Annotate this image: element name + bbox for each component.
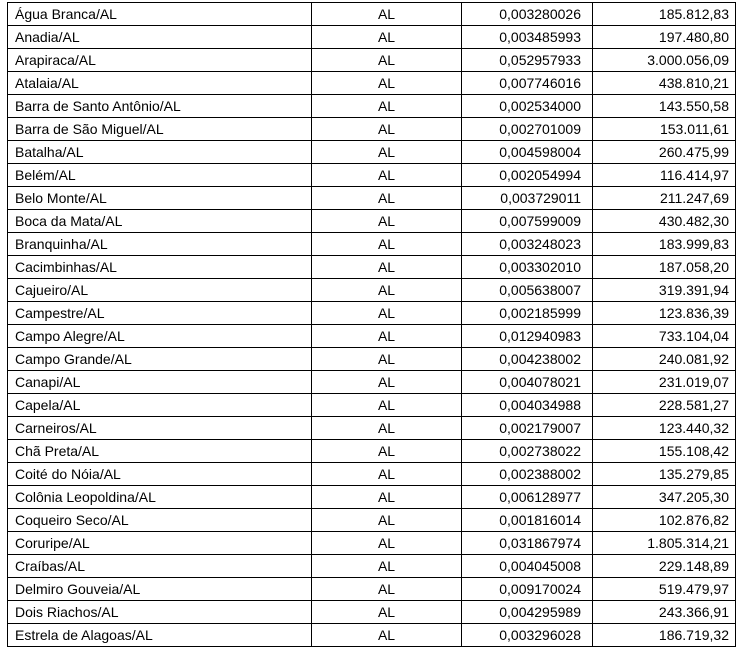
coefficient-cell: 0,003302010 [462,256,593,279]
coefficient-cell: 0,003248023 [462,233,593,256]
coefficient-cell: 0,007599009 [462,210,593,233]
state-cell: AL [312,72,462,95]
municipality-cell: Boca da Mata/AL [8,210,312,233]
state-cell: AL [312,486,462,509]
table-row [8,417,736,440]
value-cell: 228.581,27 [593,394,736,417]
state-cell: AL [312,118,462,141]
state-cell: AL [312,624,462,647]
value-cell: 153.011,61 [593,118,736,141]
municipality-cell: Belo Monte/AL [8,187,312,210]
municipality-cell: Atalaia/AL [8,72,312,95]
table-body [8,3,736,647]
table-row [8,164,736,187]
state-cell: AL [312,509,462,532]
municipality-cell: Coité do Nóia/AL [8,463,312,486]
state-cell: AL [312,210,462,233]
state-cell: AL [312,601,462,624]
coefficient-cell: 0,009170024 [462,578,593,601]
municipality-cell: Capela/AL [8,394,312,417]
coefficient-cell: 0,002185999 [462,302,593,325]
state-cell: AL [312,141,462,164]
state-cell: AL [312,371,462,394]
state-cell: AL [312,279,462,302]
table-row [8,26,736,49]
coefficient-cell: 0,012940983 [462,325,593,348]
table-row [8,371,736,394]
table-row [8,49,736,72]
coefficient-cell: 0,003729011 [462,187,593,210]
municipality-cell: Campestre/AL [8,302,312,325]
coefficient-cell: 0,003485993 [462,26,593,49]
table-row [8,3,736,26]
municipality-cell: Cajueiro/AL [8,279,312,302]
municipality-cell: Dois Riachos/AL [8,601,312,624]
municipality-cell: Estrela de Alagoas/AL [8,624,312,647]
coefficient-cell: 0,003296028 [462,624,593,647]
value-cell: 135.279,85 [593,463,736,486]
value-cell: 186.719,32 [593,624,736,647]
table-row [8,72,736,95]
table-row [8,187,736,210]
coefficient-cell: 0,006128977 [462,486,593,509]
municipality-cell: Colônia Leopoldina/AL [8,486,312,509]
value-cell: 240.081,92 [593,348,736,371]
municipality-cell: Branquinha/AL [8,233,312,256]
coefficient-cell: 0,031867974 [462,532,593,555]
value-cell: 143.550,58 [593,95,736,118]
coefficient-cell: 0,005638007 [462,279,593,302]
municipality-cell: Canapi/AL [8,371,312,394]
state-cell: AL [312,440,462,463]
state-cell: AL [312,578,462,601]
table-row [8,233,736,256]
municipality-cell: Coqueiro Seco/AL [8,509,312,532]
table-row [8,555,736,578]
value-cell: 519.479,97 [593,578,736,601]
table-row [8,141,736,164]
state-cell: AL [312,302,462,325]
state-cell: AL [312,164,462,187]
coefficient-cell: 0,002054994 [462,164,593,187]
table-row [8,578,736,601]
value-cell: 733.104,04 [593,325,736,348]
table-row [8,302,736,325]
municipality-cell: Anadia/AL [8,26,312,49]
value-cell: 187.058,20 [593,256,736,279]
coefficient-cell: 0,002534000 [462,95,593,118]
municipality-cell: Barra de Santo Antônio/AL [8,95,312,118]
value-cell: 3.000.056,09 [593,49,736,72]
value-cell: 155.108,42 [593,440,736,463]
state-cell: AL [312,3,462,26]
state-cell: AL [312,532,462,555]
state-cell: AL [312,95,462,118]
municipality-cell: Belém/AL [8,164,312,187]
coefficient-cell: 0,004295989 [462,601,593,624]
table-row [8,95,736,118]
coefficient-cell: 0,003280026 [462,3,593,26]
value-cell: 123.440,32 [593,417,736,440]
table-row [8,624,736,647]
value-cell: 211.247,69 [593,187,736,210]
table-row [8,509,736,532]
municipality-cell: Delmiro Gouveia/AL [8,578,312,601]
value-cell: 260.475,99 [593,141,736,164]
coefficient-cell: 0,004078021 [462,371,593,394]
state-cell: AL [312,555,462,578]
municipality-cell: Barra de São Miguel/AL [8,118,312,141]
value-cell: 197.480,80 [593,26,736,49]
municipality-cell: Água Branca/AL [8,3,312,26]
value-cell: 430.482,30 [593,210,736,233]
coefficient-cell: 0,004034988 [462,394,593,417]
municipality-cell: Arapiraca/AL [8,49,312,72]
coefficient-cell: 0,004238002 [462,348,593,371]
value-cell: 347.205,30 [593,486,736,509]
state-cell: AL [312,187,462,210]
state-cell: AL [312,325,462,348]
value-cell: 438.810,21 [593,72,736,95]
state-cell: AL [312,26,462,49]
table-row [8,210,736,233]
value-cell: 319.391,94 [593,279,736,302]
table-row [8,279,736,302]
table-row [8,601,736,624]
state-cell: AL [312,463,462,486]
municipality-cell: Coruripe/AL [8,532,312,555]
coefficient-cell: 0,001816014 [462,509,593,532]
coefficient-cell: 0,007746016 [462,72,593,95]
value-cell: 229.148,89 [593,555,736,578]
municipality-table [7,2,736,647]
table-row [8,256,736,279]
state-cell: AL [312,394,462,417]
state-cell: AL [312,233,462,256]
municipality-cell: Chã Preta/AL [8,440,312,463]
value-cell: 116.414,97 [593,164,736,187]
table-row [8,463,736,486]
value-cell: 243.366,91 [593,601,736,624]
state-cell: AL [312,348,462,371]
table-row [8,348,736,371]
municipality-cell: Cacimbinhas/AL [8,256,312,279]
municipality-cell: Campo Alegre/AL [8,325,312,348]
state-cell: AL [312,49,462,72]
value-cell: 183.999,83 [593,233,736,256]
coefficient-cell: 0,002701009 [462,118,593,141]
coefficient-cell: 0,004045008 [462,555,593,578]
table-row [8,118,736,141]
table-row [8,325,736,348]
coefficient-cell: 0,002738022 [462,440,593,463]
state-cell: AL [312,417,462,440]
value-cell: 185.812,83 [593,3,736,26]
table-row [8,532,736,555]
table-row [8,486,736,509]
municipality-cell: Carneiros/AL [8,417,312,440]
coefficient-cell: 0,052957933 [462,49,593,72]
municipality-cell: Batalha/AL [8,141,312,164]
coefficient-cell: 0,002388002 [462,463,593,486]
table-row [8,440,736,463]
coefficient-cell: 0,004598004 [462,141,593,164]
municipality-cell: Craíbas/AL [8,555,312,578]
coefficient-cell: 0,002179007 [462,417,593,440]
municipality-cell: Campo Grande/AL [8,348,312,371]
value-cell: 123.836,39 [593,302,736,325]
value-cell: 231.019,07 [593,371,736,394]
state-cell: AL [312,256,462,279]
value-cell: 1.805.314,21 [593,532,736,555]
value-cell: 102.876,82 [593,509,736,532]
table-row [8,394,736,417]
